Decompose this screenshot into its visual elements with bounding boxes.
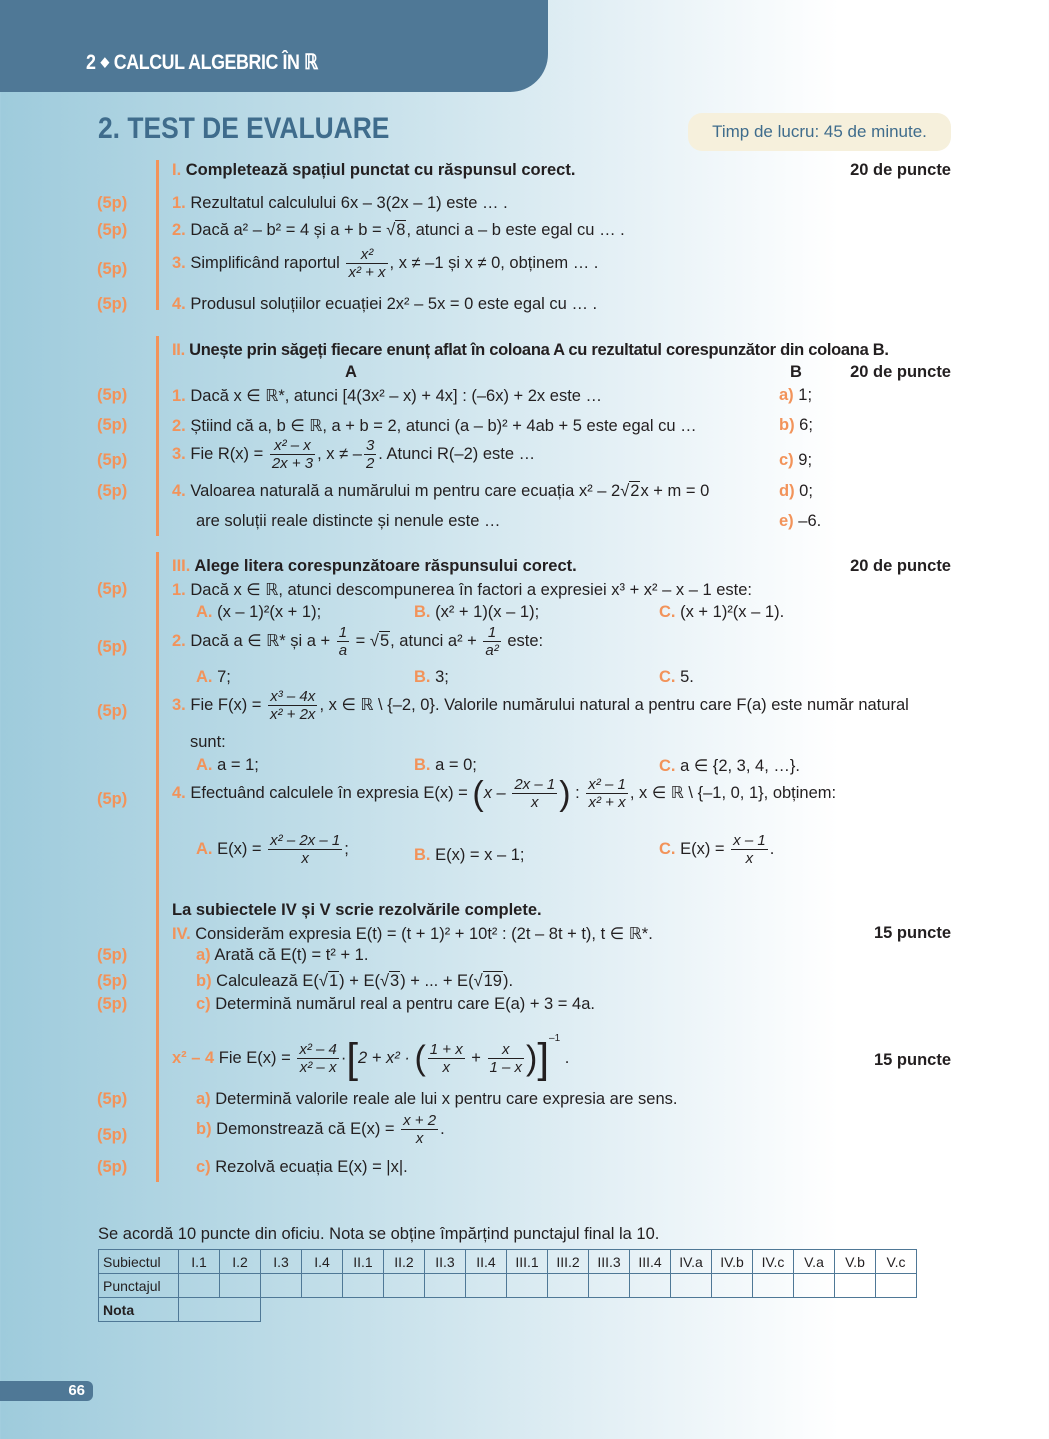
column-header: III.1 bbox=[507, 1250, 548, 1274]
score-input-cell[interactable] bbox=[671, 1274, 712, 1298]
points-label: (5p) bbox=[97, 580, 128, 598]
points-label: (5p) bbox=[97, 295, 128, 313]
answer-value: 9; bbox=[798, 451, 813, 469]
fraction: $\frac{\text{x² – 4}}{\text{x² – x}}$ bbox=[299, 1040, 337, 1077]
points-label: (5p) bbox=[97, 702, 128, 720]
score-input-cell[interactable] bbox=[507, 1274, 548, 1298]
points-label: (5p) bbox=[97, 386, 128, 404]
grade-row-nota bbox=[99, 1298, 917, 1322]
score-input-cell[interactable] bbox=[835, 1274, 876, 1298]
chapter-title: CALCUL ALGEBRIC ÎN ℝ bbox=[113, 51, 318, 74]
item-text: Rezultatul calculului 6x – 3(2x – 1) este … . bbox=[190, 194, 508, 212]
item-text: Dacă x ∈ ℝ, atunci descompunerea în factori a expresiei x³ + x² – x – 1 este: bbox=[190, 581, 753, 599]
option-b[interactable]: B. E(x) = x – 1; bbox=[414, 846, 525, 864]
answer-letter: a) bbox=[779, 386, 794, 404]
score-input-cell[interactable] bbox=[589, 1274, 630, 1298]
points-label: (5p) bbox=[97, 194, 128, 212]
points-label: (5p) bbox=[97, 638, 128, 656]
row-label: Subiectul bbox=[99, 1250, 179, 1274]
section-points: 15 puncte bbox=[873, 1051, 951, 1069]
points-label: (5p) bbox=[97, 995, 128, 1013]
points-label: (5p) bbox=[97, 1090, 128, 1108]
score-input-cell[interactable] bbox=[876, 1274, 917, 1298]
column-b-label: B bbox=[790, 363, 802, 381]
column-header: II.2 bbox=[384, 1250, 425, 1274]
fraction: $\frac{x}{1 - x}$ bbox=[489, 1040, 523, 1077]
column-header: V.b bbox=[835, 1250, 876, 1274]
answer-value: 0; bbox=[799, 482, 813, 500]
item-num: 3. bbox=[172, 254, 186, 273]
item-text: Fie R(x) = bbox=[190, 445, 268, 464]
fraction: $\frac{2x - 1}{x}$ bbox=[514, 776, 556, 812]
option-b[interactable]: B. 3; bbox=[414, 668, 449, 686]
column-a-label: A bbox=[345, 363, 357, 381]
item-num: 4. bbox=[172, 784, 186, 803]
item-num: 1. bbox=[172, 581, 186, 599]
footer-note: Se acordă 10 puncte din oficiu. Nota se obține împărțind punctajul final la 10. bbox=[98, 1225, 660, 1243]
answer-letter: c) bbox=[779, 451, 794, 469]
chapter-number: 2 bbox=[86, 51, 96, 74]
fraction: $\frac{x + 2}{x}$ bbox=[403, 1112, 437, 1148]
score-input-cell[interactable] bbox=[220, 1274, 261, 1298]
column-header: III.2 bbox=[548, 1250, 589, 1274]
time-note: Timp de lucru: 45 de minute. bbox=[688, 113, 951, 151]
section-divider-line bbox=[156, 336, 159, 536]
row-label: Punctajul bbox=[99, 1274, 179, 1298]
score-input-cell[interactable] bbox=[261, 1274, 302, 1298]
column-header: IV.b bbox=[712, 1250, 753, 1274]
column-header: II.4 bbox=[466, 1250, 507, 1274]
grade-row-subject bbox=[99, 1250, 917, 1274]
section-heading: Completează spațiul punctat cu răspunsul corect. bbox=[185, 161, 576, 179]
option-a[interactable]: A. a = 1; bbox=[196, 756, 259, 774]
answer-value: –6. bbox=[798, 512, 822, 530]
section-num: III. bbox=[172, 557, 191, 575]
section-num: I. bbox=[172, 161, 182, 179]
section-heading: Considerăm expresia E(t) = (t + 1)² + 10t² : (2t – 8t + t), t ∈ ℝ*. bbox=[195, 925, 653, 943]
answer-value: 1; bbox=[798, 386, 813, 404]
fraction: $\frac{1 + x}{x}$ bbox=[429, 1040, 463, 1077]
grade-row-score bbox=[99, 1274, 917, 1298]
fraction: $\frac{\text{x² – 1}}{\text{x² + x}}$ bbox=[588, 776, 626, 812]
item-num: 1. bbox=[172, 387, 186, 405]
item-letter: c) bbox=[196, 1158, 211, 1176]
fraction: $\frac{\text{x² – 2x – 1}}{x}$ bbox=[270, 832, 341, 868]
column-header: I.1 bbox=[179, 1250, 220, 1274]
column-header: V.a bbox=[794, 1250, 835, 1274]
fraction: $\frac{\text{x³ – 4x}}{\text{x² + 2x}}$ bbox=[270, 688, 316, 724]
fraction: $\frac{1}{a}$ bbox=[338, 624, 348, 660]
item-num: 2. bbox=[172, 632, 186, 651]
option-c[interactable]: C. 5. bbox=[659, 668, 694, 686]
fraction: $\frac{1}{\text{a²}}$ bbox=[485, 624, 499, 660]
item-num: 2. bbox=[172, 417, 186, 435]
answer-letter: d) bbox=[779, 482, 795, 500]
score-input-cell[interactable] bbox=[425, 1274, 466, 1298]
item-num: 3. bbox=[172, 445, 186, 464]
item-text: Dacă x ∈ ℝ*, atunci [4(3x² – x) + 4x] : (–6x) + 2x este … bbox=[190, 387, 603, 405]
section-num: II. bbox=[172, 341, 185, 359]
sqrt-expr: √2 bbox=[620, 482, 640, 500]
item-text: Simplificând raportul bbox=[190, 254, 340, 273]
points-label: (5p) bbox=[97, 1158, 128, 1176]
section-points: 15 puncte bbox=[873, 924, 951, 942]
section-heading: Unește prin săgeți fiecare enunț aflat în coloana A cu rezultatul corespunzător din coloana B. bbox=[189, 341, 889, 359]
page-title: 2. TEST DE EVALUARE bbox=[98, 112, 390, 145]
item-letter: c) bbox=[196, 995, 211, 1013]
answer-letter: b) bbox=[779, 416, 795, 434]
option-c[interactable]: C. (x + 1)²(x – 1). bbox=[659, 603, 785, 621]
column-header: I.4 bbox=[302, 1250, 343, 1274]
diamond-icon: ◆ bbox=[100, 54, 109, 69]
item-num: 3. bbox=[172, 696, 186, 715]
score-input-cell[interactable] bbox=[466, 1274, 507, 1298]
row-label: Nota bbox=[99, 1298, 179, 1322]
column-header: III.4 bbox=[630, 1250, 671, 1274]
option-c[interactable]: C. E(x) = $\frac{x - 1}{x}$ . bbox=[659, 832, 775, 868]
score-input-cell[interactable] bbox=[302, 1274, 343, 1298]
option-b[interactable]: B. (x² + 1)(x – 1); bbox=[414, 603, 540, 621]
fraction: $\frac{x - 1}{x}$ bbox=[733, 832, 766, 868]
item-text: are soluții reale distincte și nenule este … bbox=[196, 512, 501, 530]
chapter-header bbox=[86, 50, 318, 75]
sqrt-expr: √8 bbox=[386, 221, 406, 239]
points-label: (5p) bbox=[97, 482, 128, 500]
section-points: 20 de puncte bbox=[850, 557, 951, 575]
column-header: I.3 bbox=[261, 1250, 302, 1274]
option-a[interactable]: A. (x – 1)²(x + 1); bbox=[196, 603, 322, 621]
fraction: $\frac{\text{x² – x}}{2x + 3}$ bbox=[271, 437, 314, 473]
score-input-cell[interactable] bbox=[712, 1274, 753, 1298]
fraction: $\frac{3}{2}$ bbox=[365, 437, 375, 473]
sqrt-expr: √5 bbox=[369, 632, 390, 651]
score-input-cell[interactable] bbox=[343, 1274, 384, 1298]
item-text: Produsul soluțiilor ecuației 2x² – 5x = 0 este egal cu … . bbox=[190, 295, 598, 313]
section-num: x² – 4 bbox=[172, 1049, 215, 1067]
section-num: IV. bbox=[172, 925, 191, 943]
column-header: V.c bbox=[876, 1250, 917, 1274]
points-label: (5p) bbox=[97, 260, 128, 278]
item-letter: b) bbox=[196, 972, 212, 990]
option-a[interactable]: A. 7; bbox=[196, 668, 231, 686]
item-letter: a) bbox=[196, 946, 211, 964]
item-letter: a) bbox=[196, 1090, 211, 1108]
nota-input-cell[interactable] bbox=[179, 1298, 261, 1322]
option-a[interactable]: A. E(x) = $\frac{\text{x² – 2x – 1}}{x}$ ; bbox=[196, 832, 349, 868]
column-header: IV.c bbox=[753, 1250, 794, 1274]
item-num: 4. bbox=[172, 482, 186, 500]
column-header: II.3 bbox=[425, 1250, 466, 1274]
score-input-cell[interactable] bbox=[384, 1274, 425, 1298]
score-input-cell[interactable] bbox=[630, 1274, 671, 1298]
column-header: III.3 bbox=[589, 1250, 630, 1274]
item-num: 1. bbox=[172, 194, 186, 212]
section-divider-line bbox=[156, 552, 159, 1182]
column-header: I.2 bbox=[220, 1250, 261, 1274]
points-label: (5p) bbox=[97, 416, 128, 434]
item-letter: b) bbox=[196, 1120, 212, 1139]
item-text: Dacă a² – b² = 4 și a + b = bbox=[190, 221, 387, 239]
column-header: IV.a bbox=[671, 1250, 712, 1274]
item-text: . Atunci R(–2) este … bbox=[378, 445, 536, 464]
item-text: , atunci a – b este egal cu … . bbox=[406, 221, 625, 239]
item-text: Valoarea naturală a numărului m pentru care ecuația x² – 2 bbox=[190, 482, 621, 500]
points-label: (5p) bbox=[97, 221, 128, 239]
page-number: 66 bbox=[68, 1382, 85, 1399]
fraction: $\frac{\text{x²}}{\text{x² + x}}$ bbox=[348, 246, 386, 282]
item-num: 2. bbox=[172, 221, 186, 239]
option-c[interactable]: C. a ∈ {2, 3, 4, …}. bbox=[659, 757, 800, 775]
points-label: (5p) bbox=[97, 1126, 128, 1144]
section-points: 20 de puncte bbox=[850, 363, 951, 381]
points-label: (5p) bbox=[97, 790, 128, 808]
score-input-cell[interactable] bbox=[794, 1274, 835, 1298]
page-number-band bbox=[0, 1381, 93, 1401]
score-input-cell[interactable] bbox=[753, 1274, 794, 1298]
item-text: Știind că a, b ∈ ℝ, a + b = 2, atunci (a – b)² + 4ab + 5 este egal cu … bbox=[190, 417, 697, 435]
answer-letter: e) bbox=[779, 512, 794, 530]
section-divider-line bbox=[156, 160, 159, 310]
score-input-cell[interactable] bbox=[548, 1274, 589, 1298]
item-text: , x ≠ –1 și x ≠ 0, obținem … . bbox=[389, 254, 599, 273]
column-header: II.1 bbox=[343, 1250, 384, 1274]
answer-value: 6; bbox=[799, 416, 813, 434]
points-label: (5p) bbox=[97, 972, 128, 990]
option-b[interactable]: B. a = 0; bbox=[414, 756, 477, 774]
points-label: (5p) bbox=[97, 451, 128, 469]
item-num: 4. bbox=[172, 295, 186, 313]
section-points: 20 de puncte bbox=[850, 161, 951, 179]
chapter-header-band bbox=[0, 0, 548, 92]
grade-table bbox=[98, 1249, 917, 1322]
points-label: (5p) bbox=[97, 946, 128, 964]
section-heading: Alege litera corespunzătoare răspunsului corect. bbox=[194, 557, 577, 575]
score-input-cell[interactable] bbox=[179, 1274, 220, 1298]
